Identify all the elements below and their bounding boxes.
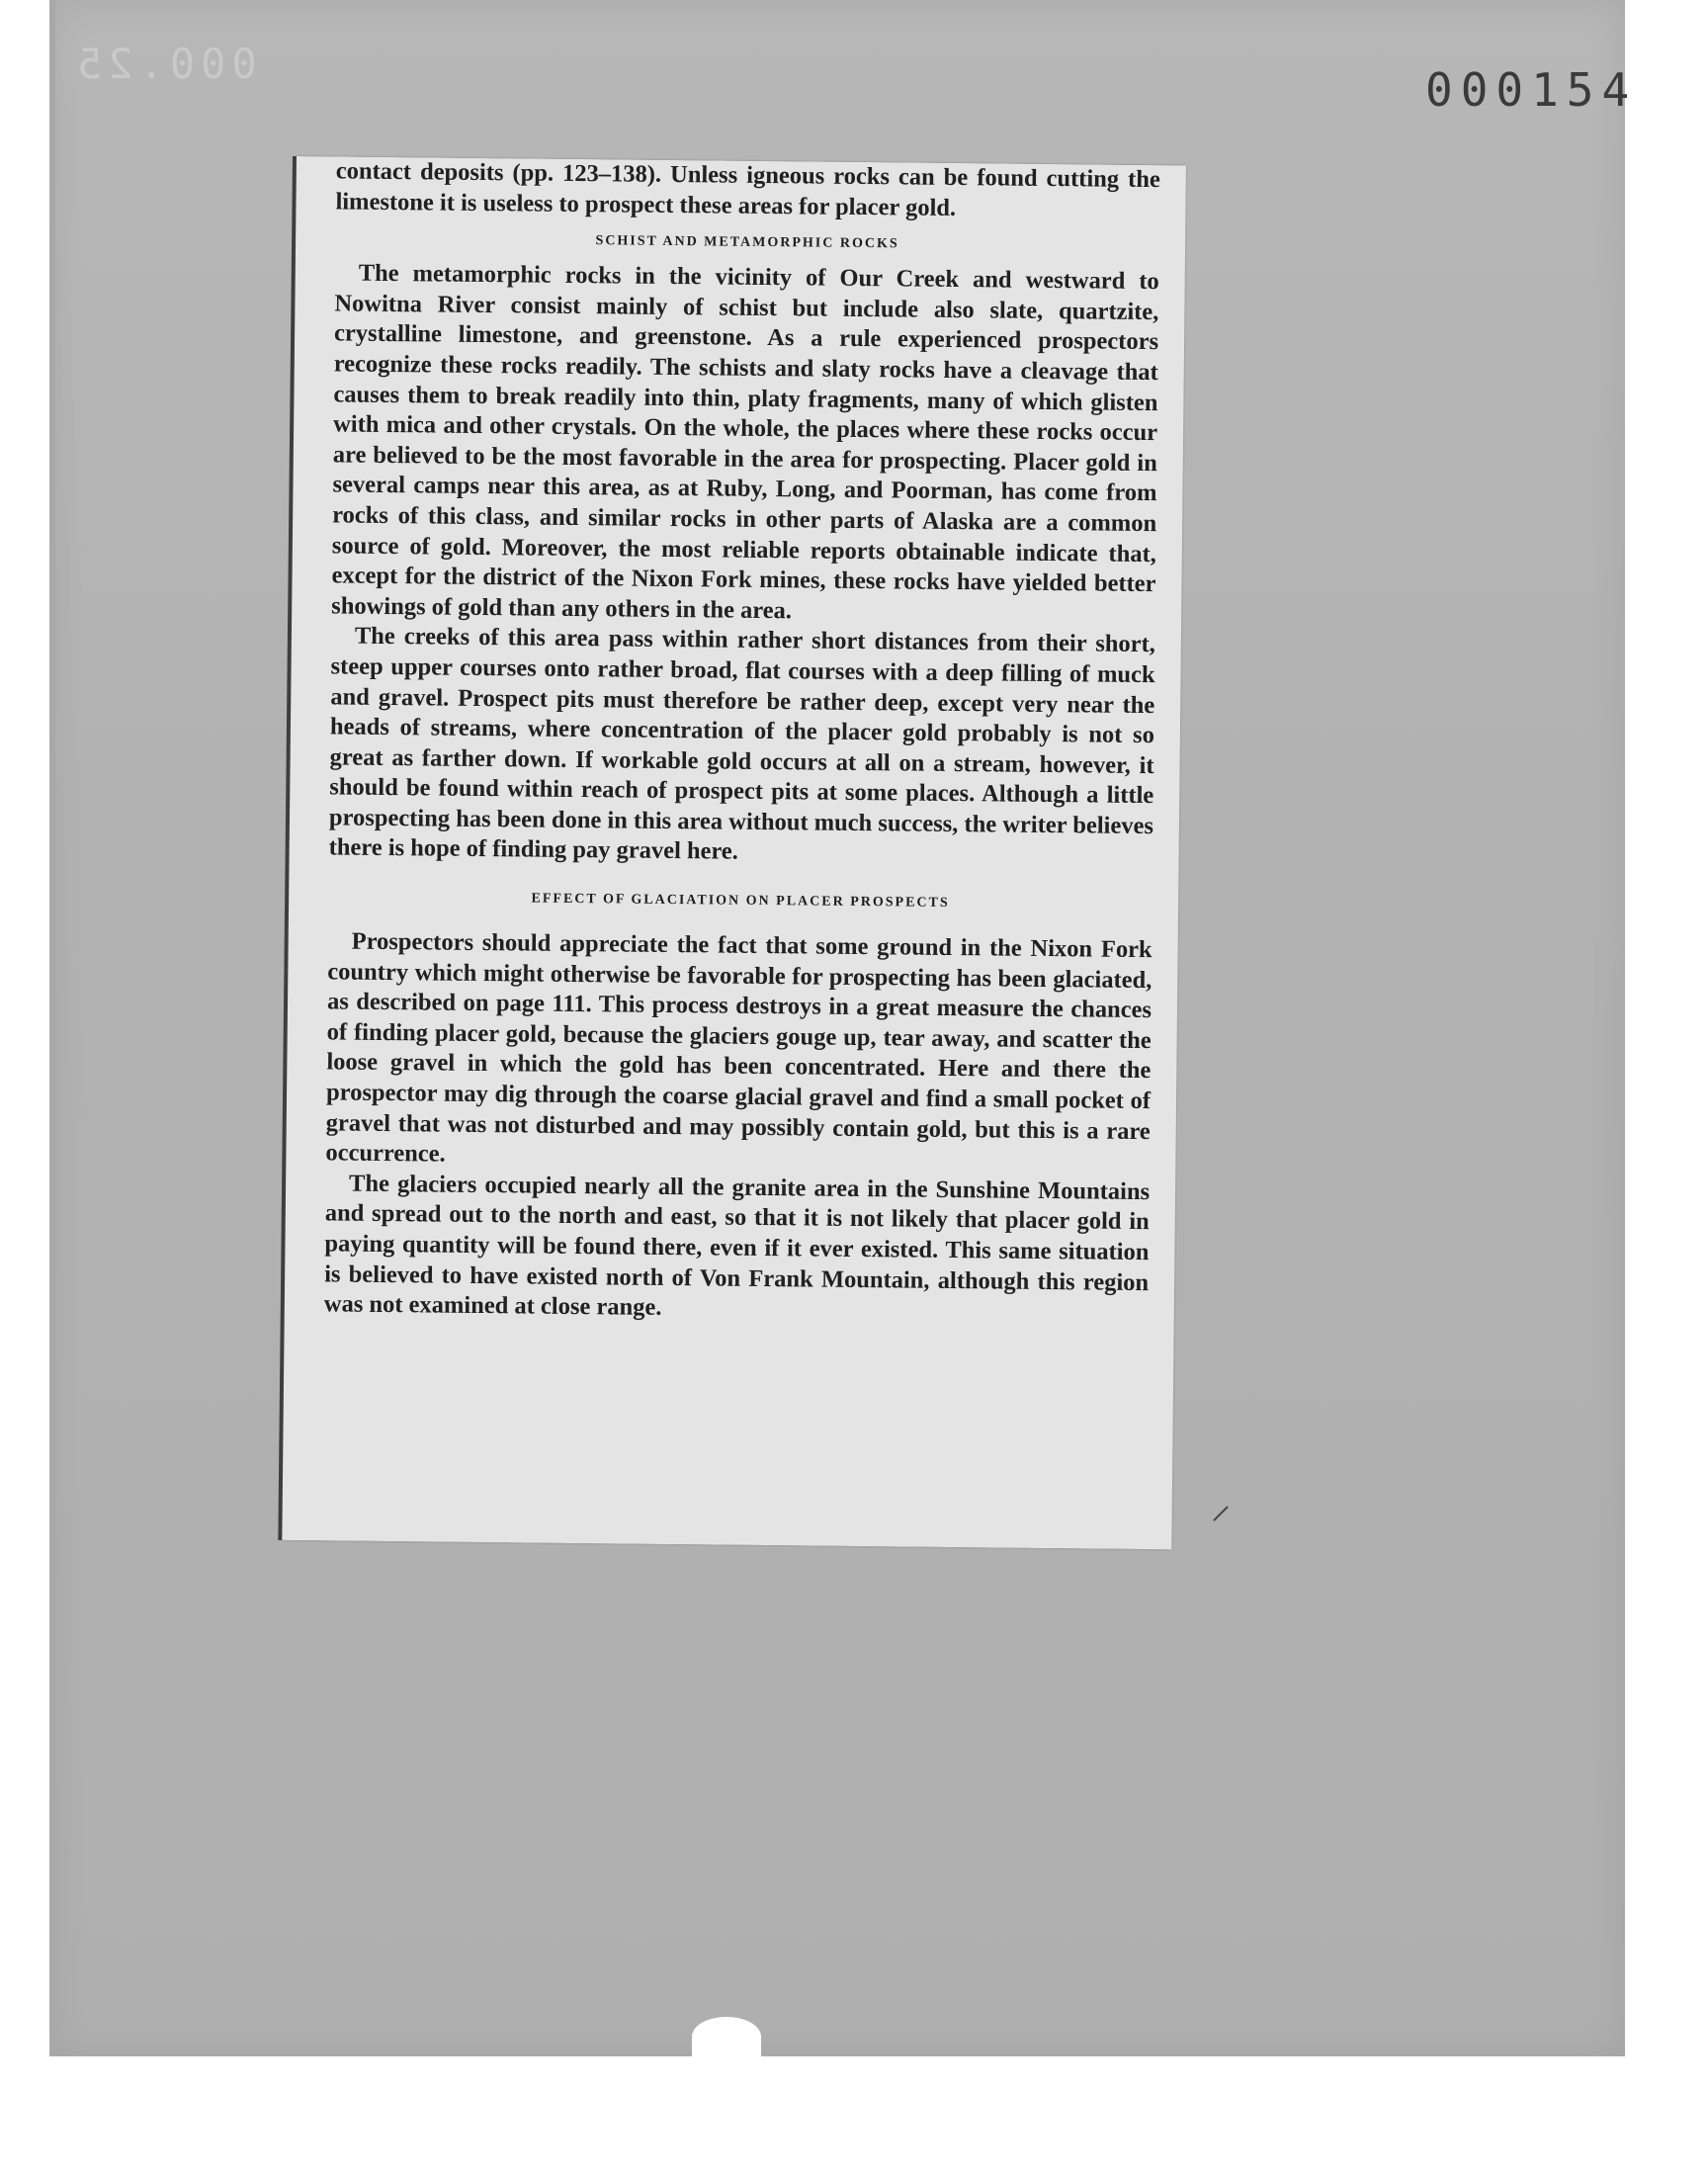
section-heading-glaciation: EFFECT OF GLACIATION ON PLACER PROSPECTS (531, 891, 950, 912)
faded-stamp-number: 000.25 (71, 40, 257, 88)
page-stamp-number: 000154 (1425, 63, 1638, 117)
clipping-text (324, 156, 1160, 1328)
paragraph-prospectors: Prospectors should appreciate the fact that some ground in the Nixon Fork country which might otherwise be favorable for prospecting has been glaciated, as described on page 111. This process destroys in a great measure the chances of finding placer gold, because the glaciers gouge up, tear away, and scatter the loose gravel in which the gold has been concentrated. Here and there the prospector may dig through the coarse glacial gravel and find a small pocket of gravel that was not disturbed and may possibly contain gold, but this is a rare occurrence. (325, 927, 1153, 1168)
corner-mark (1213, 1506, 1229, 1522)
paragraph-metamorphic-rocks: The metamorphic rocks in the vicinity of Our Creek and westward to Nowitna River consist mainly of schist but include also slate, quartzite, crystalline limestone, and greenstone. As a rule experienced prospectors recognize these rocks readily. The schists and slaty rocks have a cleavage that causes them to break readily into thin, platy fragments, many of which glisten with mica and other crystals. On the whole, the places where these rocks occur are believed to be the most favorable in the area for prospecting. Placer gold in several camps near this area, as at Ruby, Long, and Poorman, has come from rocks of this class, and similar rocks in other parts of Alaska are a common source of gold. Moreover, the most reliable reports obtainable indicate that, except for the district of the Nixon Fork mines, these rocks have yielded better showings of gold than any others in the area. (331, 259, 1159, 624)
scanned-page (49, 0, 1638, 2056)
torn-edge (692, 2017, 761, 2056)
section-heading-schist: SCHIST AND METAMORPHIC ROCKS (595, 233, 899, 252)
continuation-paragraph: contact deposits (pp. 123–138). Unless igneous rocks can be found cutting the limestone it is useless to prospect these areas for placer gold. (335, 157, 1160, 221)
text-clipping (282, 156, 1186, 1549)
paragraph-glaciers: The glaciers occupied nearly all the granite area in the Sunshine Mountains and spread out to the north and east, so that it is not likely that placer gold in paying quantity will be found there, even if it ever existed. This same situation is believed to have existed north of Von Frank Mountain, although this region was not examined at close range. (323, 1170, 1151, 1322)
page-left-edge (49, 0, 55, 2056)
paragraph-creeks: The creeks of this area pass within rather short distances from their short, steep upper courses onto rather broad, flat courses with a deep filling of muck and gravel. Prospect pits must therefore be rather deep, except very near the heads of streams, where concentration of the placer gold probably is not so great as farther down. If workable gold occurs at all on a stream, however, it should be found within reach of prospect pits at some places. Although a little prospecting has been done in this area without much success, the writer believes there is hope of finding pay gravel here. (328, 622, 1156, 866)
